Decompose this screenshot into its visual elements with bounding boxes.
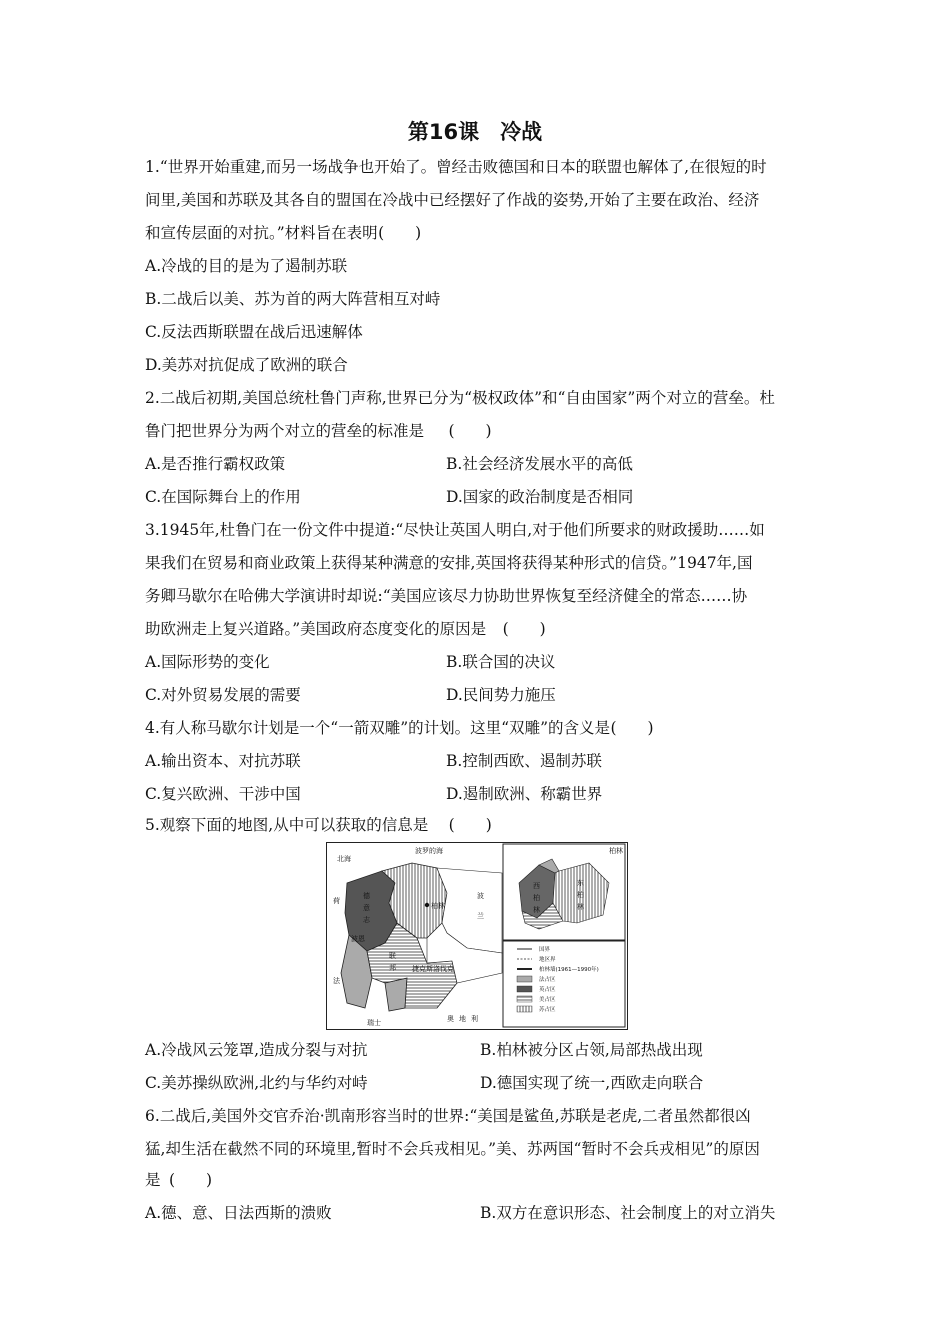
inset-east-2: 柏 <box>577 891 584 899</box>
page-title: 第16课 冷战 <box>407 120 543 144</box>
legend-soviet: 苏占区 <box>539 1007 556 1013</box>
berlin-dot <box>425 903 429 907</box>
q6-stem-line-2: 猛,却生活在截然不同的环境里,暂时不会兵戎相见。”美、苏两国“暂时不会兵戎相见”的原因 <box>145 1140 760 1158</box>
answer-blank[interactable]: ( ) <box>448 422 492 440</box>
fed-label-2: 意 <box>363 904 370 912</box>
map-legend <box>503 941 625 1027</box>
q5-option-c[interactable]: C.美苏操纵欧洲,北约与华约对峙 <box>145 1074 368 1092</box>
q6-option-a[interactable]: A.德、意、日法西斯的溃败 <box>145 1204 332 1222</box>
inset-east-3: 林 <box>577 903 584 911</box>
q2-stem-line-2: 鲁门把世界分为两个对立的营垒的标准是 ( ) <box>145 422 492 440</box>
poland-label-2: 兰 <box>477 912 484 920</box>
legend-swatch-french <box>517 976 532 982</box>
austria-label-3: 利 <box>471 1015 478 1023</box>
legend-swatch-american <box>517 996 532 1002</box>
berlin-label: 柏林 <box>431 902 445 910</box>
q3-stem-line-4: 助欧洲走上复兴道路。”美国政府态度变化的原因是 ( ) <box>145 620 546 638</box>
baltic-label: 波罗的海 <box>415 847 443 855</box>
q4-option-d[interactable]: D.遏制欧洲、称霸世界 <box>446 785 603 803</box>
fed-label-4: 联 <box>389 952 396 960</box>
q1-stem-line-3: 和宣传层面的对抗。”材料旨在表明( ) <box>145 224 422 242</box>
legend-wall: 柏林墙(1961—1990年) <box>539 967 599 973</box>
q3-stem-line-3: 务卿马歇尔在哈佛大学演讲时却说:“美国应该尽力协助世界恢复至经济健全的常态……协 <box>145 587 748 605</box>
q2-option-b[interactable]: B.社会经济发展水平的高低 <box>446 455 633 473</box>
austria-label-1: 奥 <box>447 1015 454 1023</box>
answer-blank[interactable]: ( ) <box>378 224 422 242</box>
inset-west-1: 西 <box>533 882 540 890</box>
q5-option-a[interactable]: A.冷战风云笼罩,造成分裂与对抗 <box>145 1041 368 1059</box>
bonn-label: 波恩 <box>351 935 365 943</box>
legend-border: 国界 <box>539 947 551 953</box>
czech-label: 捷克斯洛伐克 <box>412 965 454 973</box>
legend-french: 法占区 <box>539 977 556 983</box>
q1-option-a[interactable]: A.冷战的目的是为了遏制苏联 <box>145 257 348 275</box>
q6-option-b[interactable]: B.双方在意识形态、社会制度上的对立消失 <box>480 1204 776 1222</box>
legend-american: 美占区 <box>539 997 556 1003</box>
map-svg <box>327 843 627 1029</box>
answer-blank[interactable]: ( ) <box>610 719 654 737</box>
q1-option-b[interactable]: B.二战后以美、苏为首的两大阵营相互对峙 <box>145 290 441 308</box>
q1-option-d[interactable]: D.美苏对抗促成了欧洲的联合 <box>145 356 348 374</box>
q1-stem-line-2: 间里,美国和苏联及其各自的盟国在冷战中已经摆好了作战的姿势,开始了主要在政治、经济 <box>145 191 760 209</box>
q2-option-d[interactable]: D.国家的政治制度是否相同 <box>446 488 634 506</box>
q5-option-d[interactable]: D.德国实现了统一,西欧走向联合 <box>480 1074 704 1092</box>
q5-option-b[interactable]: B.柏林被分区占领,局部热战出现 <box>480 1041 703 1059</box>
answer-blank[interactable]: ( ) <box>448 816 492 834</box>
inset-west-2: 柏 <box>533 894 540 902</box>
q5-stem-line-1: 5.观察下面的地图,从中可以获取的信息是 ( ) <box>145 816 492 834</box>
q3-stem-line-2: 果我们在贸易和商业政策上获得某种满意的安排,英国将获得某种形式的信贷。”1947年,国 <box>145 554 753 572</box>
q1-option-c[interactable]: C.反法西斯联盟在战后迅速解体 <box>145 323 363 341</box>
legend-swatch-british <box>517 986 532 992</box>
french-zone-south <box>385 978 407 1011</box>
q4-option-a[interactable]: A.输出资本、对抗苏联 <box>145 752 301 770</box>
fed-label-1: 德 <box>363 892 370 900</box>
q4-stem-line-1: 4.有人称马歇尔计划是一个“一箭双雕”的计划。这里“双雕”的含义是( ) <box>145 719 654 737</box>
france-label: 法 <box>333 977 340 985</box>
inset-east-1: 东 <box>577 879 584 887</box>
q3-option-b[interactable]: B.联合国的决议 <box>446 653 556 671</box>
legend-british: 英占区 <box>539 987 556 993</box>
answer-blank[interactable]: ( ) <box>168 1171 213 1189</box>
neth-label: 荷 <box>333 897 340 905</box>
q6-stem-line-1: 6.二战后,美国外交官乔治·凯南形容当时的世界:“美国是鲨鱼,苏联是老虎,二者虽然都很凶 <box>145 1107 751 1125</box>
inset-west-3: 林 <box>533 906 540 914</box>
q2-option-c[interactable]: C.在国际舞台上的作用 <box>145 488 301 506</box>
legend-swatch-soviet <box>517 1006 532 1012</box>
fed-label-3: 志 <box>363 916 370 924</box>
swiss-label: 瑞士 <box>367 1019 381 1027</box>
q3-stem-line-1: 3.1945年,杜鲁门在一份文件中提道:“尽快让英国人明白,对于他们所要求的财政援助……如 <box>145 521 765 539</box>
berlin-inset-title: 柏林 <box>609 847 623 855</box>
q4-option-c[interactable]: C.复兴欧洲、干涉中国 <box>145 785 301 803</box>
austria-label-2: 地 <box>459 1015 466 1023</box>
answer-blank[interactable]: ( ) <box>502 620 546 638</box>
q1-stem-line-1: 1.“世界开始重建,而另一场战争也开始了。曾经击败德国和日本的联盟也解体了,在很短的时 <box>145 158 767 176</box>
north-sea-label: 北海 <box>337 855 351 863</box>
fed-label-5: 邦 <box>389 964 396 972</box>
q2-stem-line-1: 2.二战后初期,美国总统杜鲁门声称,世界已分为“极权政体”和“自由国家”两个对立的营垒。杜 <box>145 389 775 407</box>
legend-region: 地区界 <box>539 957 556 963</box>
q3-option-d[interactable]: D.民间势力施压 <box>446 686 556 704</box>
q6-stem-line-3: 是 ( ) <box>145 1171 213 1189</box>
q3-option-a[interactable]: A.国际形势的变化 <box>145 653 270 671</box>
q4-option-b[interactable]: B.控制西欧、遏制苏联 <box>446 752 602 770</box>
q3-option-c[interactable]: C.对外贸易发展的需要 <box>145 686 301 704</box>
poland-label-1: 波 <box>477 892 484 900</box>
germany-occupation-map <box>326 842 628 1030</box>
q2-option-a[interactable]: A.是否推行霸权政策 <box>145 455 286 473</box>
